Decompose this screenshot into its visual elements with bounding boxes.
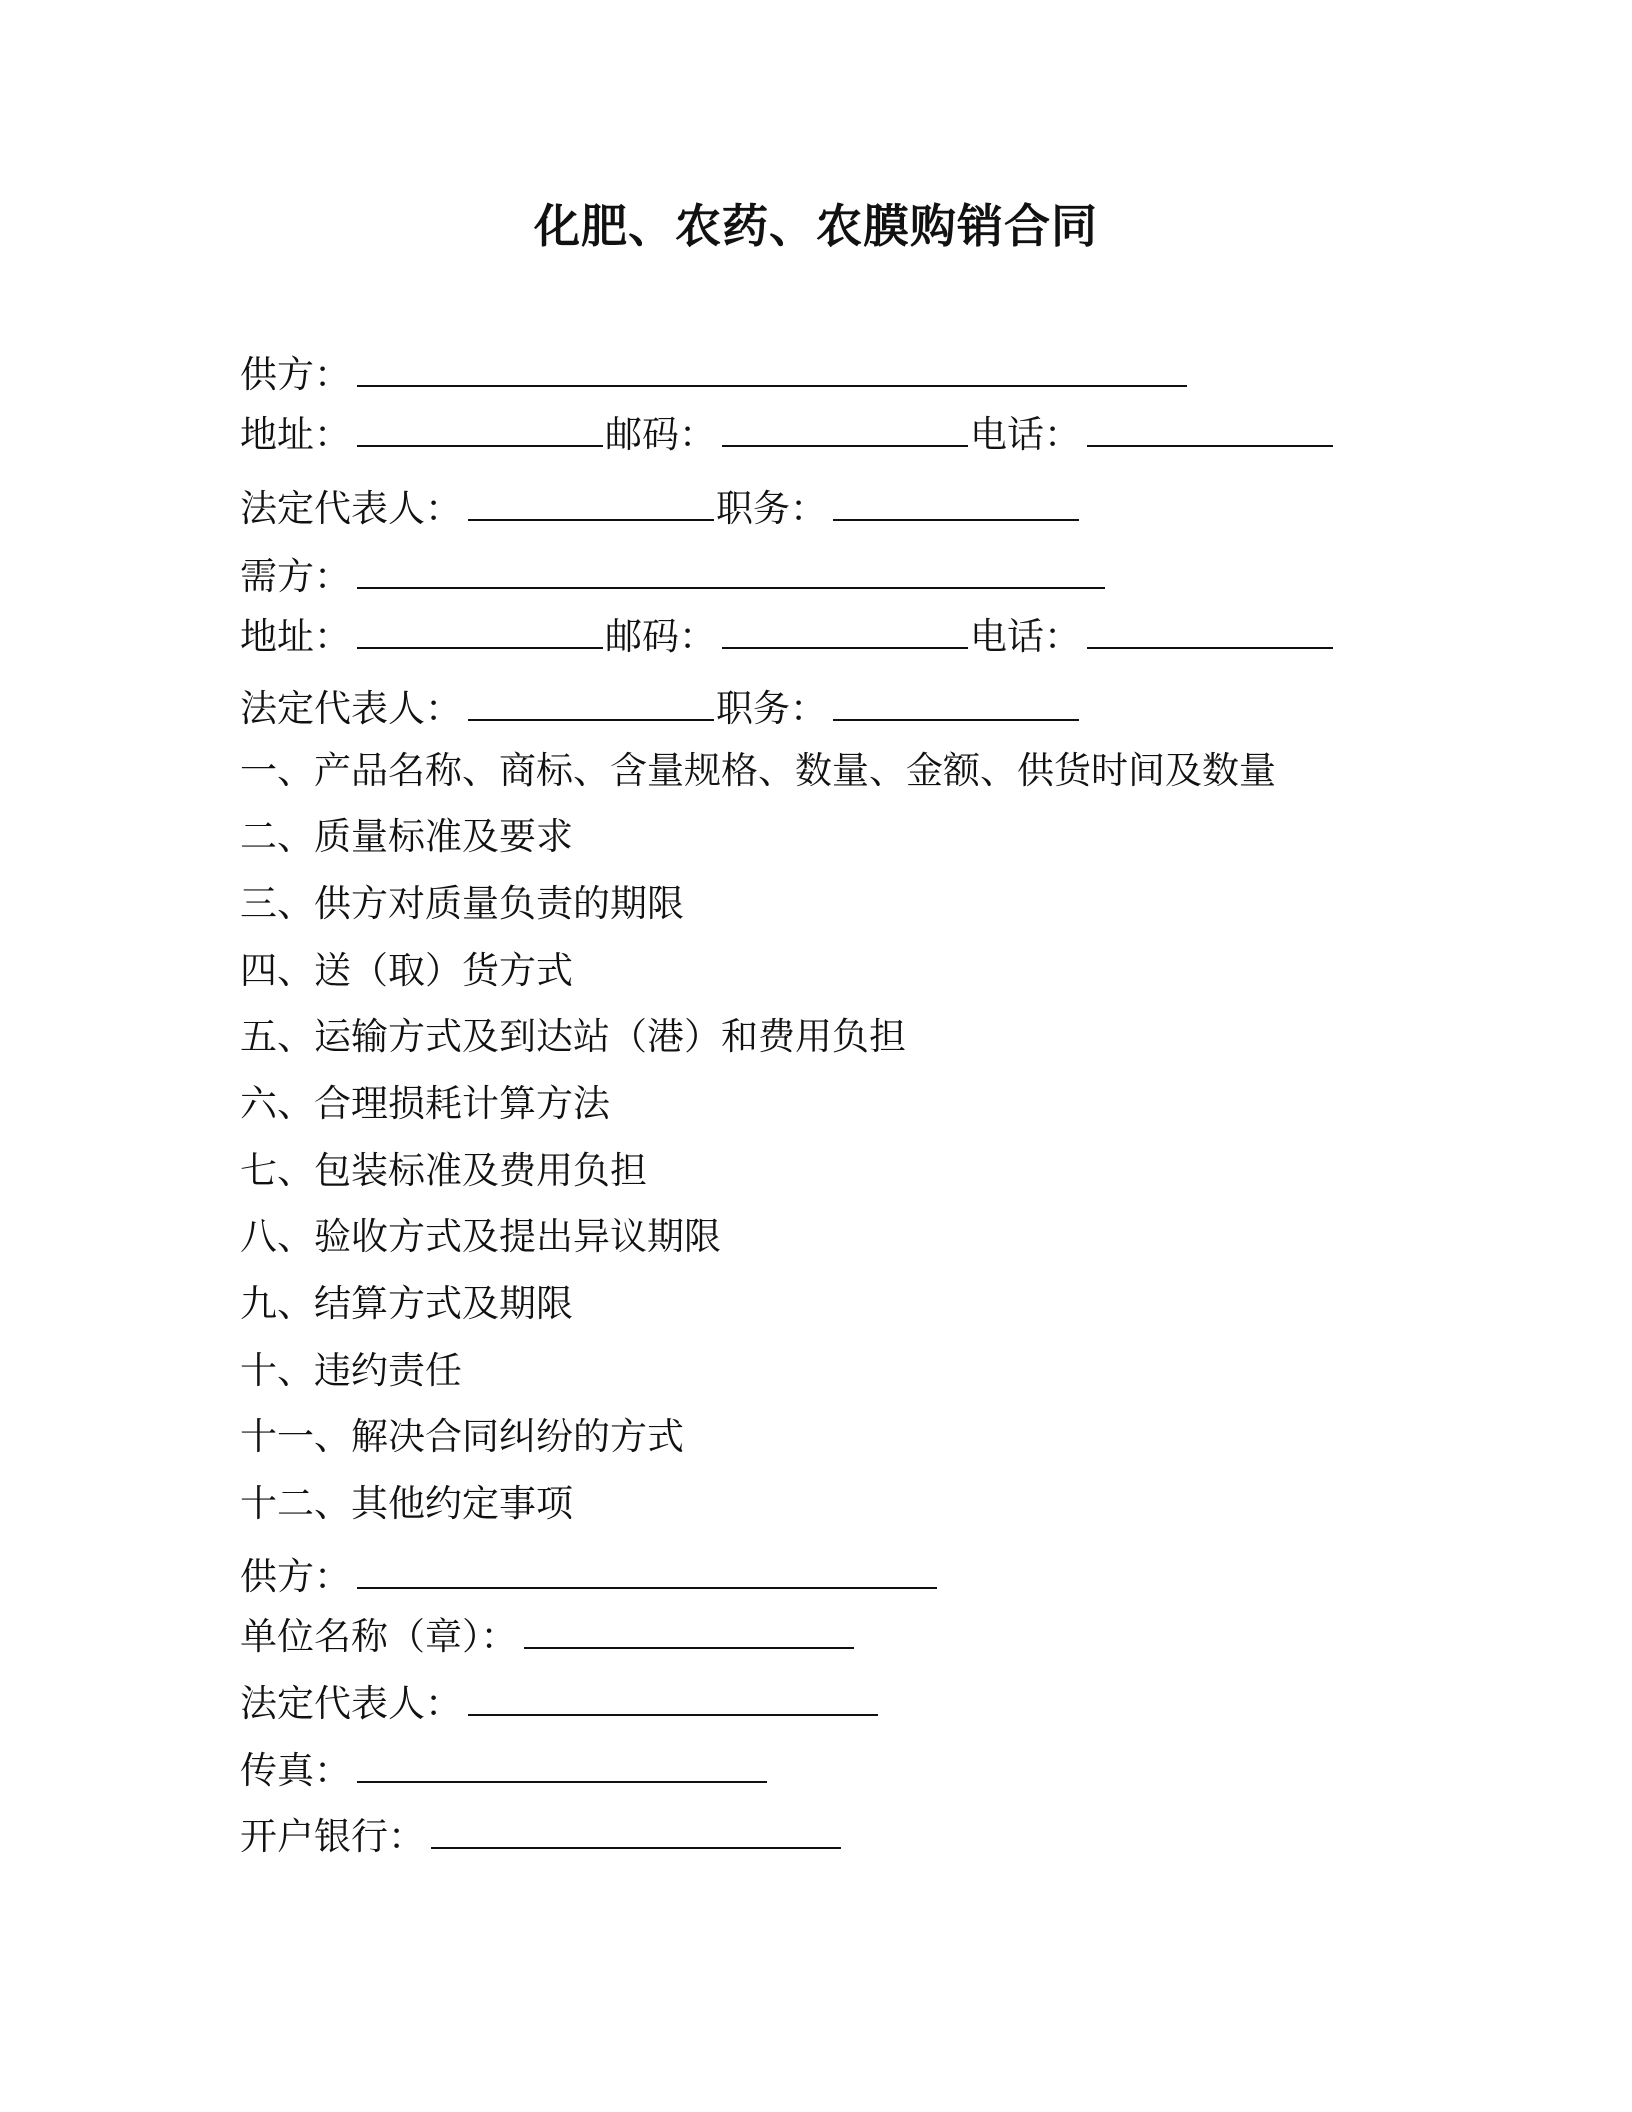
supplier-position-field[interactable]	[833, 485, 1079, 521]
demand-rep-row	[240, 684, 1081, 734]
supplier-label: 供方：	[240, 353, 351, 396]
signature-bank-row	[240, 1812, 843, 1862]
supplier-position-label: 职务：	[716, 487, 827, 530]
clause-item: 四、送（取）货方式	[240, 949, 573, 992]
signature-fax-field[interactable]	[357, 1747, 767, 1783]
signature-fax-label: 传真：	[240, 1749, 351, 1792]
signature-bank-label: 开户银行：	[240, 1815, 425, 1858]
supplier-legal-rep-label: 法定代表人：	[240, 487, 462, 530]
demand-postcode-label: 邮码：	[605, 615, 716, 658]
signature-bank-field[interactable]	[431, 1813, 841, 1849]
clause-item: 十二、其他约定事项	[240, 1482, 573, 1525]
clause-item: 六、合理损耗计算方法	[240, 1082, 610, 1125]
demand-name-field[interactable]	[357, 553, 1105, 589]
signature-unit-name-label: 单位名称（章）：	[240, 1615, 518, 1658]
demand-address-field[interactable]	[357, 613, 603, 649]
signature-legal-rep-label: 法定代表人：	[240, 1682, 462, 1725]
signature-supplier-row	[240, 1552, 939, 1602]
signature-supplier-field[interactable]	[357, 1553, 937, 1589]
clause-item: 八、验收方式及提出异议期限	[240, 1215, 721, 1258]
clause-item: 九、结算方式及期限	[240, 1282, 573, 1325]
signature-rep-row	[240, 1679, 880, 1729]
demand-row	[240, 552, 1107, 602]
supplier-phone-label: 电话：	[970, 413, 1081, 456]
supplier-contact-row	[240, 410, 1335, 460]
signature-fax-row	[240, 1746, 769, 1796]
supplier-name-field[interactable]	[357, 351, 1187, 387]
page-title: 化肥、农药、农膜购销合同	[534, 199, 1098, 253]
supplier-postcode-label: 邮码：	[605, 413, 716, 456]
signature-supplier-label: 供方：	[240, 1555, 351, 1598]
demand-label: 需方：	[240, 555, 351, 598]
clause-item: 七、包装标准及费用负担	[240, 1149, 647, 1192]
signature-legal-rep-field[interactable]	[468, 1680, 878, 1716]
demand-phone-field[interactable]	[1087, 613, 1333, 649]
supplier-postcode-field[interactable]	[722, 411, 968, 447]
demand-position-label: 职务：	[716, 687, 827, 730]
demand-address-label: 地址：	[240, 615, 351, 658]
supplier-phone-field[interactable]	[1087, 411, 1333, 447]
supplier-address-label: 地址：	[240, 413, 351, 456]
clause-item: 十一、解决合同纠纷的方式	[240, 1415, 684, 1458]
supplier-address-field[interactable]	[357, 411, 603, 447]
signature-unit-name-field[interactable]	[524, 1613, 854, 1649]
clause-item: 二、质量标准及要求	[240, 815, 573, 858]
supplier-row	[240, 350, 1189, 400]
demand-phone-label: 电话：	[970, 615, 1081, 658]
clause-item: 十、违约责任	[240, 1349, 462, 1392]
supplier-rep-row	[240, 484, 1081, 534]
clause-item: 五、运输方式及到达站（港）和费用负担	[240, 1015, 906, 1058]
demand-contact-row	[240, 612, 1335, 662]
demand-postcode-field[interactable]	[722, 613, 968, 649]
demand-legal-rep-label: 法定代表人：	[240, 687, 462, 730]
demand-position-field[interactable]	[833, 685, 1079, 721]
signature-unit-row	[240, 1612, 856, 1662]
supplier-legal-rep-field[interactable]	[468, 485, 714, 521]
clause-item: 三、供方对质量负责的期限	[240, 882, 684, 925]
demand-legal-rep-field[interactable]	[468, 685, 714, 721]
clause-item: 一、产品名称、商标、含量规格、数量、金额、供货时间及数量	[240, 749, 1276, 792]
